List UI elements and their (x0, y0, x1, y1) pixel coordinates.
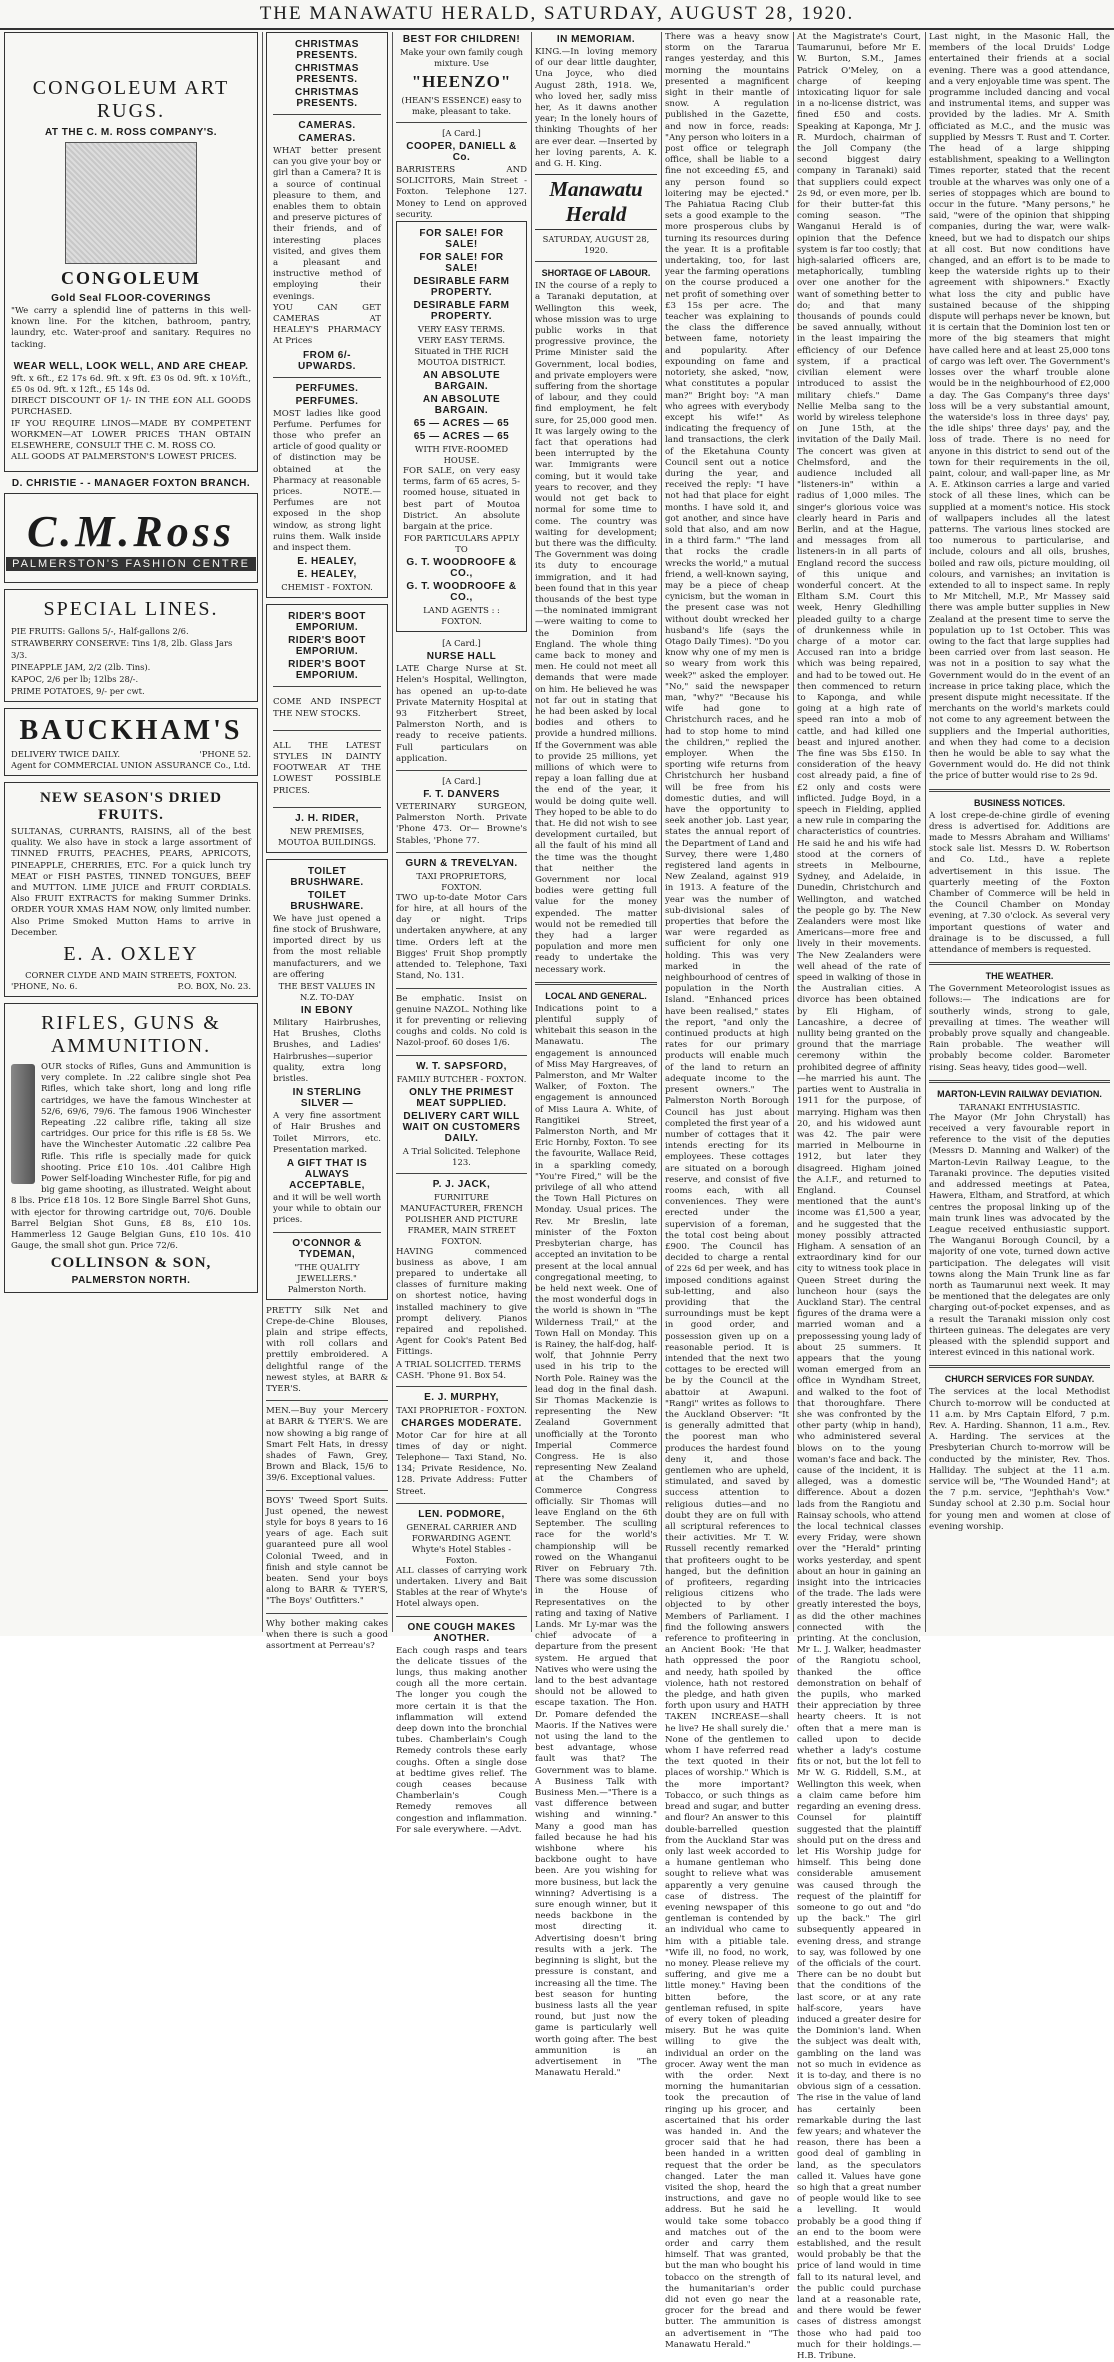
oxley-phone: 'PHONE, No. 6. (11, 981, 78, 992)
gurn-name: GURN & TREVELYAN. (405, 857, 518, 869)
sale-body: FOR SALE, on very easy terms, farm of 65 acres, 5-roomed house, situated in best part of Moutoa District. An absolute bargain at the price. (403, 466, 520, 533)
business-notices-heading: BUSINESS NOTICES. (973, 797, 1065, 808)
divider (273, 807, 381, 808)
marton-sub: TARANAKI ENTHUSIASTIC. (958, 1101, 1081, 1112)
divider (396, 122, 527, 123)
bargain-heading: AN ABSOLUTE BARGAIN. (422, 370, 501, 393)
trial-line: A Trial Solicited. Telephone 123. (402, 1145, 521, 1167)
gurn-body: TWO up-to-date Motor Cars for hire, at all hours of the day or night. Trips undertaken anywhere, at any time. Orders left at the Bigges' Fruit Shop promptly attended to. Telephone, Taxi Stand, No. 131. (396, 892, 527, 982)
riders-heading: RIDER'S BOOT EMPORIUM. (288, 635, 366, 658)
marton-body: The Mayor (Mr John Chrystall) has received a very favourable report in reference to the visit of the deputies (Messrs D. Manning and Walker) of the Marton-Levin Railway League, to the Taranaki province. The deputies visited and addressed meetings at Patea, Hawera, Eltham, and Stratford, at which centres the proposal linking up of the main trunk lines was advocated by the League received enthusiastic support. The Wanganui Borough Council, by a majority of one vote, turned down active participation. The delegates will visit towns along the Main Trunk line as far north as Taumarunui next week. It may be mentioned that the delegates are only charging out-of-pocket expenses, and as a result the Taranaki mission only cost thirteen guineas. The delegates are very pleased with the splendid support and interest evinced in this national work. (929, 1112, 1110, 1359)
oxley-name: E. A. OXLEY (63, 943, 199, 966)
divider (273, 730, 381, 731)
divider (929, 962, 1110, 965)
rifle-illustration (11, 1064, 35, 1184)
masthead (0, 0, 1114, 30)
divider (396, 1055, 527, 1056)
danvers-name: F. T. DANVERS (423, 789, 500, 801)
divider (396, 988, 527, 989)
bauckham-name: BAUCKHAM'S (19, 715, 243, 746)
oconnor-sub: "THE QUALITY JEWELLERS." (294, 1261, 360, 1283)
local-news-continued: At the Magistrate's Court, Taumarunui, before Mr E. W. Burton, S.M., James Patrick O'Meley, on a charge of keeping intoxicating liquor for sale in a no-license district, was fined £50 and costs. Speaking at Kaponga, Mr J. R. Murdoch, chairman of the Joll Company (the second biggest dairy company in Taranaki) said that suppliers could expect 2s 9d, or even more, per lb. for their butter-fat this coming season. "The Wanganui Herald is of opinion that the Defence system is far too costly; that high-salaried officers are, metaphorically, tumbling over one another for the want of something better to do; and that many thousands of pounds could be saved annually, without in the least impairing the efficiency of our Defence system, if a practical civilian element were introduced to assist the military chiefs." Dame Nellie Melba sang to the world by wireless telephone on June 15th, at the invitation of the Daily Mail. The concert was given at Chelmsford, and the audience included all "listeners-in" within a radius of 1,000 miles. The singer's glorious voice was clearly heard in Paris and Berlin, and at the Hague, and messages from all listeners-in in all parts of England record the success of this unique and wonderful concert. At the Eltham S.M. Court this week, Henry Gledhilling pleaded guilty to a charge of drunkenness while in charge of a motor car. Accused ran into a bridge which was being repaired, and had to be towed out. He then commenced to return to Kaponga, and while going at a high rate of speed ran into a mob of cattle, and had killed one beast and injured another. The fine was 5bs £150. In consideration of the heavy cost already paid, a fine of £2 only and costs were inflicted. Judge Boyd, in a speech in Fielding, applied a new rule in comparing the characteristics of countries. He said he and his wife had stood at the corners of streets in Melbourne, Sydney, and Adelaide, in Dunedin, Christchurch and Wellington, and watched the people go by. The New Zealanders were most like Americans—more free and lively in their movements. The New Zealanders were well ahead of the rate of speed in walking of those in the Australian cities. A divorce has been obtained by Eli Higham, of Lancashire, a decree of nullity being granted on the ground that the marriage ceremony within the prohibited degree of affinity—he married his aunt. The parties went to Australia in 1911 for the purpose, of marrying. Higham was then 20, and his widowed aunt was 42. The pair were married in Melbourne in 1912, but later they disagreed. Higham joined the A.I.F., and returned to England. Counsel mentioned that the aunt's income was £1,500 a year, and he suggested that the money possibly attracted Higham. A sensation of an extraordinary kind for our city to witness took place in Queen Street during the luncheon hour (says the Auckland Star). The central figures of the drama were a married woman and a prepossessing young lady of about 25 summers. It appears that the young woman emerged from an office in Wyndham Street, and walked to the foot of that thoroughfare. There she was confronted by the other party (whip in hand), who administered several blows on to the young woman's face and back. The cause of the incident, it is alleged, was a domestic difference. About a dozen lads from the Rangiotu and Rainsay schools, who attend the local technical classes every Friday, were shown over the "Herald" printing works yesterday, and spent about an hour in gaining an insight into the intricacies of the trade. The lads were greatly interested the boys, as did the other machines connected with the printing. At the conclusion, Mr L. J. Walker, headmaster of the Rangiotu school, thanked the office demonstration on behalf of the pupils, who marked their appreciation by three hearty cheers. It is not often that a mere man is called upon to decide whether a lady's costume fits or not, but the lot fell to Mr W. G. Riddell, S.M., at Wellington this week, when a claim came before him regarding an evening dress. Counsel for plaintiff suggested that the plaintiff should put on the dress and let His Worship judge for himself. This being done considerable amusement was caused through the request of the plaintiff for someone to go out and "do up the back." The girl subsequently appeared in evening dress, and strange to say, was followed by one of the officials of the court. There can be no doubt but that the conditions of the last score, or at any rate half-score, years have induced a greater desire for the Dominion's land. When the subject was dealt with, gambling on the land was not so much in evidence as it is to-day, and there is no obvious sign of a cessation. The rise in the value of land has certainly been remarkable during the last few years; and whatever the reason, there has been a good deal of gambling in land, as the speculators called it. Values have gone so high that a great number of people would like to see a levelling. It would probably be a good thing if an end to the boom were established, and the result would probably be that the price of land would in time fall to its natural level, and the public could purchase land at a reasonable rate, and there would be fewer cases of distress amongst those who had paid too much for their holdings.—H.B. Tribune. (797, 32, 921, 2362)
bargain-heading: AN ABSOLUTE BARGAIN. (422, 394, 501, 417)
farm-sale-advert (396, 221, 527, 632)
kitchen-illustration (65, 142, 197, 264)
column-7 (929, 32, 1110, 1632)
perreau-notice: Why bother making cakes when there is such a good assortment at Perreau's? (266, 1618, 388, 1652)
manawatu-herald-masthead: Manawatu Herald (535, 174, 657, 230)
oxley-po: P.O. BOX, No. 23. (177, 981, 251, 992)
gurn-sub: TAXI PROPRIETORS, FOXTON. (416, 870, 507, 892)
rider-addr: NEW PREMISES, MOUTOA BUILDINGS. (278, 825, 376, 847)
divider (929, 1080, 1110, 1083)
special-item: PINEAPPLE JAM, 2/2 (2lb. Tins). (11, 662, 151, 672)
nurse-body: LATE Charge Nurse at St. Helen's Hospital, Wellington, has opened an up-to-date Private Maternity Hospital at 93 Fitzherbert Street, Palmerston North, and is ready to receive patients. Full particulars on application. (396, 664, 527, 764)
best-heading: BEST FOR CHILDREN! (402, 34, 521, 45)
oconnor-name: O'CONNOR & TYDEMAN, (292, 1237, 362, 1260)
dried-title: NEW SEASON'S DRIED FRUITS. (40, 790, 222, 823)
divider (266, 1400, 388, 1401)
perfumes-heading: PERFUMES. (295, 395, 359, 407)
cough-body: Each cough rasps and tears the delicate tissues of the lungs, thus making another cough all the more certain. The longer you cough the more certain it is that the inflammation will extend deep down into the bronchial tubes. Chamberlain's Cough Remedy controls these early coughs. Often a single dose at bedtime gives relief. The cough ceases because Chamberlain's Cough Remedy removes all congestion and inflammation. For sale everywhere. —Advt. (396, 1645, 527, 1835)
special-title: SPECIAL LINES. (43, 598, 219, 620)
gift-body: and it will be well worth your while to obtain our prices. (273, 1192, 381, 1226)
nurse-name: NURSE HALL (426, 651, 497, 663)
special-item: PRIME POTATOES, 9/- per cwt. (11, 686, 145, 696)
murphy-body: Motor Car for hire at all times of day or night. Telephone— Taxi Stand, No. 134; Private Residence, No. 128. Private Address: Futter Street. (396, 1430, 527, 1497)
congoleum-brand: CONGOLEUM (60, 268, 201, 288)
woodroofe-name: G. T. WOODROOFE & CO., (406, 581, 517, 604)
divider (273, 1232, 381, 1233)
nazol-notice: Be emphatic. Insist on genuine NAZOL. Nothing like it for preventing or relieving coughs and colds. No cold is Nazol-proof. 60 doses 1/6. (396, 993, 527, 1049)
column-rule (925, 32, 926, 1632)
bauckham-agent: Agent for COMMERCIAL UNION ASSURANCE Co., Ltd. (11, 760, 251, 770)
manager-line: D. CHRISTIE - - MANAGER FOXTON BRANCH. (11, 478, 251, 489)
cameras-heading: CAMERAS. (298, 120, 356, 131)
murphy-sub: TAXI PROPRIETOR - FOXTON. (396, 1404, 527, 1415)
memoriam-heading: IN MEMORIAM. (556, 34, 636, 45)
shortage-heading: SHORTAGE OF LABOUR. (541, 268, 651, 279)
local-body: Indications point to a plentiful supply of whitebait this season in the Manawatu. The engagement is announced of Miss May Hargreaves, of Palmerston, and Mr Walter Walker, of Foxton. The engagement is announced of Miss Laura A. White, of Rangitikei Street, Palmerston North, and Mr Eric Hornby, Foxton. To see the favourite, Wallace Reid, in a sparkling comedy, "You're Fired," will be the privilege of all who attend the Town Hall Pictures on Monday. Usual prices. The Rev. Mr Breslin, late minister of the Foxton Presbyterian charge, has accepted an invitation to be present at the local annual congregational meeting, to be held next week. One of the most wonderful dogs in the world is shown in "The Wilderness Trail," at the Town Hall on Monday. This is Rainey, the half-dog, half-wolf, that Johnnie Perry used in his trip to the North Pole. Rainey was the lead dog in the final dash. Sir Thomas Mackenzie is representing the New Zealand Government unofficially at the Toronto Imperial Commerce Congress. He is also representing New Zealand at the Chambers of Commerce Congress officially. Sir Thomas will leave England on the 6th September. The sculling race for the world's championship will be rowed on the Whanganui River on February 7th. There was some discussion in the House of Representatives on the rating and taxing of Native Lands. Mr Ly-mar was the chief advocate of a departure from the present system. He argued that Natives who were using the land to the best advantage should not be allowed to escape taxation. The Hon. Dr. Pomare defended the Maoris. If the Natives were not using the land to the best advantage, whose fault was that? The Government was to blame. A Business Talk with Business Men.—"There is a vast difference between wishing and winning." Many a good man has failed because he had his wishbone where his backbone ought to have been. Are you wishing for more business, but lack the winning? Advertising is a sure enough winner, but it needs backbone in the most directing it. Advertising doesn't bring results with a jerk. The beginning is slight, but the pressure is constant, and increasing all the time. The best season for hunting business lasts all the year round, but just now the game is particularly well worth going after. The best ammunition is an advertisement in "The Manawatu Herald." (535, 1003, 657, 2079)
desirable-heading: DESIRABLE FARM PROPERTY. (413, 276, 510, 299)
congoleum-advert (4, 32, 258, 472)
toilet-brushware-advert (266, 859, 388, 1300)
danvers-body: VETERINARY SURGEON, Palmerston North. Private 'Phone 473. Or— Browne's Stables, 'Phone 77. (396, 802, 527, 846)
divider (396, 852, 527, 853)
column-rule (661, 32, 662, 1632)
church-body: The services at the local Methodist Church to-morrow will be conducted at 11 a.m. by Mrs Captain Elford, 7 p.m. Rev. A. Harding. Shannon, 11 a.m., Rev. A. Harding. The services at the Presbyterian Church to-morrow will be conducted by the minister, Rev. Thos. Halliday. The subject at the 11 a.m. service will be, "The Wounded Hand"; at the 7 p.m. service, "Jephthah's Vow." Sunday school at 2.30 p.m. Social hour for young men and women at close of evening worship. (929, 1387, 1110, 1532)
bauckham-row (11, 749, 251, 760)
dried-body: SULTANAS, CURRANTS, RAISINS, all of the best quality. We also have in stock a large assortment of TINNED FRUITS, PEACHES, PEARS, APRICOTS, PINEAPPLE, CHERRIES, ETC. For a quick lunch try MEAT or FISH PASTES, TINNED TONGUES, BEEF and MUTTON. LIME JUICE and FRUIT CORDIALS. Also FRUIT EXTRACTS for making Summer Drinks. ORDER YOUR XMAS HAM NOW, only limited number. Also Prime Smoked Mutton Hams to arrive in December. (11, 827, 251, 938)
podmore-name: LEN. PODMORE, (418, 1508, 505, 1520)
congoleum-prices: 9ft. x 6ft., £2 17s 6d. 9ft. x 9ft. £3 0s 0d. 9ft. x 10½ft., £5 0s 0d. 9ft. x 12ft., £5 14s 0d. (11, 373, 251, 396)
ebony-body: Military Hairbrushes, Hat Brushes, Cloths Brushes, and Ladies' Hairbrushes—superior quality, extra long bristles. (273, 1017, 381, 1084)
riders-body-1: COME AND INSPECT THE NEW STOCKS. (273, 697, 381, 719)
oxley-addr: CORNER CLYDE AND MAIN STREETS, FOXTON. (25, 970, 237, 981)
divider (396, 1616, 527, 1617)
best-sub: Make your own family cough mixture. Use (399, 47, 524, 68)
particulars-line: FOR PARTICULARS APPLY TO (403, 533, 520, 555)
toilet-best: THE BEST VALUES IN N.Z. TO-DAY (278, 980, 376, 1002)
christmas-heading: CHRISTMAS PRESENTS. (295, 39, 359, 61)
congoleum-lino: IF YOU REQUIRE LINOS—MADE BY COMPETENT WORKMEN—AT LOWER PRICES THAN OBTAIN ELSEWHERE, CONSULT THE C. M. ROSS CO. (11, 418, 251, 452)
cameras-body: WHAT better present can you give your boy or girl than a Camera? It is a source of continual pleasure to them, and enables them to obtain and preserve pictures of their friends, and of interesting places visited, and gives them a pleasant and instructive method of employing their evenings. (273, 146, 381, 302)
cooper-name: COOPER, DANIELL & Co. (406, 141, 517, 163)
divider (273, 114, 381, 115)
christmas-heading: CHRISTMAS PRESENTS. (295, 63, 359, 85)
special-item: KAPOC, 2/6 per lb; 12lbs 28/-. (11, 674, 139, 684)
special-lines-advert (4, 589, 258, 702)
weather-body: The Government Meteorologist issues as follows:— The indications are for southerly winds, strong to gale, prevailing at times. The weather will probably prove squally and changeable. Rain probable. The weather will probably become colder. Barometer rising. Seas heavy, tides good—well. (929, 984, 1110, 1073)
weather-heading: THE WEATHER. (985, 971, 1054, 982)
riders-body-2: ALL THE LATEST STYLES IN DAINTY FOOTWEAR AT THE LOWEST POSSIBLE PRICES. (273, 740, 381, 796)
riders-advert (266, 604, 388, 852)
card-label: [A Card.] (442, 128, 481, 138)
podmore-addr: Whyte's Hotel Stables - Foxton. (411, 1543, 512, 1565)
perfumes-body: MOST ladies like good Perfume. Perfumes for those who prefer an article of good quality or of distinction may be obtained at the Pharmacy at reasonable prices. NOTE.—Perfumes are not exposed in the shop window, as strong light ruins them. Walk inside and inspect them. (273, 408, 381, 554)
column-1 (4, 32, 258, 1632)
gift-heading: A GIFT THAT IS ALWAYS ACCEPTABLE, (286, 1157, 368, 1191)
forsale-heading: FOR SALE! FOR SALE! (419, 228, 504, 251)
charges-heading: CHARGES MODERATE. (401, 1417, 522, 1429)
land-agents: LAND AGENTS : : FOXTON. (423, 605, 500, 627)
jack-sub: FURNITURE MANUFACTURER, FRENCH POLISHER AND PICTURE FRAMER, MAIN STREET FOXTON. (400, 1191, 523, 1246)
primest-heading: ONLY THE PRIMEST MEAT SUPPLIED. (409, 1086, 514, 1109)
column-3 (396, 32, 527, 1835)
column-2 (266, 32, 388, 1652)
toilet-heading: TOILET BRUSHWARE. (290, 865, 364, 888)
jack-body: HAVING commenced business as above, I am prepared to undertake all classes of furniture making on shortest notice, having installed machinery to give prompt delivery. Pianos repaired and repolished. Agent for Cook's Patent Bed Fittings. (396, 1246, 527, 1358)
terms-line: VERY EASY TERMS. (417, 324, 506, 335)
column-5 (665, 32, 789, 2350)
card-label: [A Card.] (442, 638, 481, 649)
dried-fruits-advert (4, 782, 258, 997)
jack-name: P. J. JACK, (432, 1178, 491, 1190)
heenzo-sub: (HEAN'S ESSENCE) easy to make, pleasant to take. (401, 95, 522, 116)
barr-tyers-men: MEN.—Buy your Mercery at BARR & TYER'S. We are now showing a big range of Smart Felt Hats, in dressy shades of Fawn, Grey, Brown and Black, 15/6 to 39/6. Exceptional values. (266, 1406, 388, 1484)
cameras-buy: YOU CAN GET CAMERAS AT HEALEY'S PHARMACY At Prices (273, 302, 381, 347)
barr-tyers-boys: BOYS' Tweed Sport Suits. Just opened, the newest style for boys 8 years to 16 years of age. Each suit guaranteed pure all wool Colonial Tweed, and in finish and style cannot be beaten. Send your boys along to BARR & TYER'S, "The Boys' Outfitters." (266, 1495, 388, 1607)
divider (396, 1173, 527, 1174)
business-notices-body: A lost crepe-de-chine girdle of evening dress is advertised for. Additions are made to Messrs Abraham and Williams' stock sale list. Messrs D. W. Robertson and Co. Ltd., have a replete advertisement in this issue. The quarterly meeting of the Foxton Chamber of Commerce will be held in the Council Chamber on Monday evening, at 7.30 o'clock. As several very important questions of water and drainage is to be discussed, a full attendance of members is requested. (929, 810, 1110, 956)
local-news-continued: Last night, in the Masonic Hall, the members of the local Druids' Lodge entertained their friends at a social evening. There was a good attendance, and a very enjoyable time was spent. The programme included dancing and vocal and instrumental items, and supper was provided by the ladies. Mr A. Smith officiated as M.C., and the music was supplied by Messrs T. Rust and T. Corter. The head of a large shipping establishment, speaking to a Wellington Times reporter, stated that the recent trouble at the wharves was only one of a series of stoppages which are bound to occur in the future. "Many persons," he said, "were of the opinion that shipping companies, during the war, were walk-kneed, but we had to dispatch our ships at all cost. But now conditions have changed, and an effort is to be made to keep the waterside rights up to their agreement with shipowners." Exactly what loss the city and public have sustained because of the shipping dispute will perhaps never be known, but it is certain that the Dominion lost ten or more of the big steamers that might have called here and at least 25,000 tons of cargo was left over. The Government's losses over the wharf trouble alone would be in the neighbourhood of £2,000 a day. The Gas Company's three days' loss will be a very substantial amount, the waterside's loss in three days' pay, the idle ships' three days' pay, and the loss of trade. There is no need for anyone in this district to send out of the town for their requirements in the oil, paint, colour, and wall-paper line, as Mr A. E. Atkinson carries a large and varied stock of all these lines, which can be supplied at a moment's notice. His stock of wallpapers includes all the latest patterns. The various lines stocked are too numerous to particularise, and include, colours and all oils, brushes, boiled and raw oils, picture moulding, oil colours, and varnishes; an invitation is extended to all to inspect same. In reply to Mr Mitchell, M.P., Mr Massey said there was ample butter supplies in New Zealand at the present time to serve the population up to 1st October. This was owing to the fact that large supplies had been carried over from last season. He was not in a position to say what the Government would do in the event of an increase in price taking place, which the present dispute might necessitate. If the merchants on the world's markets could not come to any agreement between the suppliers and the Imperial authorities, and when they had come to a decision then he would be able to say what the Government would do. He did not think the price of butter would rise to 2s 9d. (929, 32, 1110, 782)
toilet-heading: TOILET BRUSHWARE. (290, 889, 364, 912)
congoleum-discount: DIRECT DISCOUNT OF 1/- IN THE £ON ALL GOODS PURCHASED. (11, 396, 251, 418)
desirable-heading: DESIRABLE FARM PROPERTY. (413, 300, 510, 323)
divider (396, 770, 527, 771)
divider (266, 1613, 388, 1614)
bauckham-phone: 'PHONE 52. (199, 749, 251, 759)
rider-name: J. H. RIDER, (295, 812, 359, 824)
silver-heading: IN STERLING SILVER — (292, 1087, 362, 1110)
divider (929, 1365, 1110, 1368)
riders-heading: RIDER'S BOOT EMPORIUM. (288, 611, 366, 634)
healey-name: E. HEALEY, (297, 569, 357, 581)
ross-name: C.M.Ross (26, 506, 236, 556)
sapsford-sub: FAMILY BUTCHER - FOXTON. (396, 1073, 527, 1084)
congoleum-all-goods: ALL GOODS AT PALMERSTON'S LOWEST PRICES. (11, 452, 237, 463)
column-rule (262, 32, 263, 1632)
divider (266, 1490, 388, 1491)
acres-line: 65 — ACRES — 65 (413, 431, 510, 443)
rifles-advert (4, 1003, 258, 1293)
situated-line: Situated in THE RICH MOUTOA DISTRICT. (414, 346, 509, 368)
sapsford-name: W. T. SAPSFORD, (416, 1060, 507, 1072)
rifles-body: OUR stocks of Rifles, Guns and Ammunition is very complete. In .22 calibre single shot Pea Rifles, which take short, long and long rifle cartridges, we have the famous Winchester at 52/6, 69/6, 79/6. The famous 1906 Winchester Repeating .22 calibre rifle, taking all size cartridges. Our price for this rifle is £8 5s. We have the Winchester Automatic .22 calibre Pea Rifle. This rifle is specially made for quick shooting. Price £10 10s. .401 Calibre High Power Self-loading Winchester Rifle, for pig and big game shooting, as illustrated. Weight about 8 lbs. Price £18 10s. 12 Bore Single Barrel Shot Guns, with ejector for throwing cartridge out, 70/6. Double Barrel Belgian Shot Guns, £8 8s, £10 10s. Hammerless 12 Gauge Belgian Guns, £10 10s. 410 Gauge, the small shot gun. Price 72/6. (11, 1062, 251, 1252)
divider (396, 1386, 527, 1387)
delivery-heading: DELIVERY CART WILL WAIT ON CUSTOMERS DAILY. (402, 1110, 521, 1144)
healey-advert (266, 32, 388, 598)
cough-heading: ONE COUGH MAKES ANOTHER. (407, 1621, 516, 1644)
congoleum-sub: AT THE C. M. ROSS COMPANY'S. (44, 127, 218, 138)
marton-heading: MARTON-LEVIN RAILWAY DEVIATION. (937, 1088, 1102, 1099)
column-6 (797, 32, 921, 2362)
divider (535, 261, 657, 262)
column-rule (531, 32, 532, 1632)
congoleum-title: CONGOLEUM ART RUGS. (32, 77, 230, 122)
barr-tyers-blouses: PRETTY Silk Net and Crepe-de-Chine Blouses, plain and stripe effects, with roll collars and prettily embroidered. A delightful range of the newest styles, at BARR & TYER'S. (266, 1305, 388, 1394)
bauckham-delivery: DELIVERY TWICE DAILY. (11, 749, 120, 759)
column-rule (392, 32, 393, 1632)
healey-name: E. HEALEY, (297, 556, 357, 568)
jack-terms: A TRIAL SOLICITED. TERMS CASH. 'Phone 91. Box 54. (396, 1358, 522, 1380)
christmas-heading: CHRISTMAS PRESENTS. (295, 87, 359, 109)
podmore-sub: GENERAL CARRIER AND FORWARDING AGENT. (406, 1521, 517, 1543)
oxley-row (11, 981, 251, 992)
local-heading: LOCAL AND GENERAL. (545, 990, 647, 1001)
podmore-body: ALL classes of carrying work undertaken. Livery and Bait Stables at the rear of Whyte's Hotel always open. (396, 1565, 527, 1610)
congoleum-brand-sub: Gold Seal FLOOR-COVERINGS (51, 293, 211, 304)
murphy-name: E. J. MURPHY, (424, 1391, 499, 1403)
divider (273, 686, 381, 687)
ross-band: PALMERSTON'S FASHION CENTRE (6, 557, 256, 571)
wear-well: WEAR WELL, LOOK WELL, AND ARE CHEAP. (13, 360, 249, 372)
ebony-heading: IN EBONY (300, 1004, 354, 1016)
bauckham-advert (4, 708, 258, 776)
local-news-continued: There was a heavy snow storm on the Tararua ranges yesterday, and this morning the mountains presented a magnificent sight in their mantle of snow. A regulation published in the Gazette, and now in force, reads: "Any person who loiters in a post office or telegraph office, shall be liable to a fine not exceeding £5, and any person found so loitering may be ejected." The Pahiatua Racing Club sets a good example to the more prosperous clubs by turning its resources during the year. It is a profitable undertaking, too, for last year the farming operations on the course produced a net profit of something over £3 15s per acre. The teacher was explaining to the class the difference between fame, notoriety and popularity. After expounding on fame and notoriety, she asked, "now, what constitutes a popular man?" Bright boy: "A man who agrees with everybody except his wife!" As indicating the frequency of land transactions, the clerk of the Eketahuna County Council sent out a notice during the year, and received the reply: "I have not had that place for eight months. I have sold it, and got another, and since have sold that also, and am now in a third farm." "The land that rocks the cradle wrecks the world," a mutual friend, a well-known saying, may be a piece of cheap cynicism, but the woman in the present case was not without doubt wrecked her husband's life (says the Otago Daily Times). "Do you know why one of my men is so weary from work this week?" asked the employer. "No," said the newspaper man, "why?" "Because his wife had gone to Christchurch races, and he had to stop home to mind the children," replied the employer. When the sporting wife returns from Christchurch her husband will be free from his domestic duties, and will have the opportunity to seek another job. Last year, states the annual report of the Department of Land and Survey, there were 1,480 registered land agents in New Zealand, against 919 in 1913. A feature of the year was the number of sub-divisional sales of properties that before the war were regarded as sufficient for only one holding. This was very marked in the neighbourhood of centres of population in the North Island. "Enhanced prices have been realised," states the report, "and only the continued products at high rates for our primary products will enable much of the land to return an adequate income to the present owners." The Palmerston North Borough Council has just about completed the first year of a number of cottages that it intends erecting for its employees. These cottages are situated on a borough reserve, and consist of five rooms each, with all conveniences. They were erected under the supervision of a foreman, the total cost being about £900. The Council has decided to charge a rental of 22s 6d per week, and has imposed conditions against sub-letting, and also providing that the surroundings must be kept in good order, and possession given up on a reasonable period. It is intended that the next two cottages to be erected will be by the Council at the abattoir at Awapuni. "Rangi" writes as follows to the Auckland Observer: "It is generally admitted that the poorest man who produces the hardest found deny it, and those gentlemen who are upheld, stimulated, and saved by success attention to religious duties—and no doubt they are on full with all scriptural references to their activities. Mr T. W. Russell recently remarked that profiteers ought to be hanged, but the definition of profiteers, regarding religious citizens who objected to by other Members of Parliament. I find the following answers reference to profiteering in an Ancient Book: 'He that hath oppressed the poor and needy, hath spoiled by violence, hath not restored the pledge, and hath given forth upon usury and HATH TAKEN INCREASE—shall he live? He shall surely die.' None of the gentlemen to whom I have referred read the text quoted in their places of worship." Which is the more important? Tobacco, or such things as bread and sugar, and butter and flour? An answer to this double-barrelled question from the Auckland Star was only last week accorded to a humane gentleman who sought to relieve what was apparently a very genuine case of distress. The evening newspaper of this gentleman is contended by an individual who came to him with a pitiable tale. "Wife ill, no food, no work, no money. Please relieve my suffering, and give me a little money." Having been bitten before, the gentleman refused, in spite of every token of pleading misery. But he was quite willing to give the individual an order on the grocer. Away went the man with the order. Next morning the humanitarian took the precaution of ringing up his grocer, and ascertained that his order was handed in. And the grocer said that he had been handed in a written request that the order be changed. Later the man visited the shop, heard the instructions, and gave no address. But he said he would take some tobacco and matches out of the order and carry them himself. That was granted, but the man who bought his tobacco on the strength of the humanitarian's order did not even go near the grocer for the bread and butter. The ammunition is an advertisement in "The Manawatu Herald." (665, 32, 789, 2350)
acres-line: 65 — ACRES — 65 (413, 418, 510, 430)
cameras-from: FROM 6/- UPWARDS. (298, 349, 356, 372)
collinson-addr: PALMERSTON NORTH. (71, 1275, 191, 1287)
special-item: PIE FRUITS: Gallons 5/-, Half-gallons 2/6. (11, 626, 189, 636)
congoleum-desc: "We carry a splendid line of patterns in this well-known line. For the kitchen, bathroom, pantry, laundry, etc. Water-proof and sanitary. Requires no tacking. (11, 306, 251, 350)
divider (396, 1503, 527, 1504)
rifles-title: RIFLES, GUNS & AMMUNITION. (41, 1012, 221, 1058)
forsale-heading: FOR SALE! FOR SALE! (419, 252, 504, 275)
memoriam-body: KING.—In loving memory of our dear little daughter, Una Joyce, who died August 28th, 1918. We, who loved her, sadly miss her, As it dawns another year; In the lonely hours of thinking Thoughts of her are ever dear. —Inserted by her loving parents, A. K. and G. H. King. (535, 47, 657, 170)
heenzo-name: "HEENZO" (411, 72, 512, 91)
woodroofe-name: G. T. WOODROOFE & CO., (406, 557, 517, 580)
perfumes-heading: PERFUMES. (295, 382, 359, 394)
cooper-body: BARRISTERS AND SOLICITORS, Main Street - Foxton. Telephone 127. Money to Lend on approved security. (396, 165, 527, 220)
terms-line: VERY EASY TERMS. (417, 335, 506, 346)
issue-date: SATURDAY, AUGUST 28, 1920. (542, 234, 650, 256)
silver-body: A very fine assortment of Hair Brushes and Toilet Mirrors, etc. Presentation marked. (273, 1111, 381, 1155)
divider (535, 982, 657, 985)
special-item: STRAWBERRY CONSERVE: Tins 1/8, 2lb. Glass Jars 3/3. (11, 638, 233, 660)
cameras-heading: CAMERAS. (298, 133, 356, 144)
toilet-body: We have just opened a fine stock of Brushware, imported direct by us from the most reliable manufacturers, and we are offering (273, 913, 381, 980)
riders-heading: RIDER'S BOOT EMPORIUM. (288, 659, 366, 682)
healey-trade: CHEMIST - FOXTON. (281, 582, 373, 593)
collinson-name: COLLINSON & SON, (50, 1255, 212, 1272)
oconnor-addr: Palmerston North. (287, 1283, 367, 1294)
house-line: WITH FIVE-ROOMED HOUSE. (414, 444, 509, 466)
masthead-title: THE MANAWATU HERALD, SATURDAY, AUGUST 28, 1920. (259, 3, 855, 24)
divider (273, 377, 381, 378)
church-heading: CHURCH SERVICES FOR SUNDAY. (944, 1374, 1095, 1385)
shortage-body: IN the course of a reply to a Taranaki deputation, at Wellington this week, whose mission was to urge public works in that progressive province, the Prime Minister said the Government, local bodies, and private employers were suffering from the shortage of labour, and they could find employment, he felt sure, for 25,000 good men. It was largely owing to the fact that operations had been interrupted by the war. Immigrants were coming, but it would take years to recover, and they would not get back to normal for some time to come. The country was waiting for development; but there was the difficulty. The Government was doing its duty to encourage immigration, and it had been found that in this year thousands of the best type—the nominated immigrant—were waiting to come to the Dominion from England. The whole thing came back to money and men. He could not meet all demands that were made on him. He believed he was not far out in stating that he had been asked by local bodies and others to provide a hundred millions. If the Government was able to provide 25 millions, yet millions of which were to repay a loan falling due at the end of the year, it would be doing quite well. They hoped to be able to do that. He did not wish to see development curtailed, but all the fault of his mind all the time was the thought that neither the Government nor local bodies were getting full value for the money expended. The matter would not be remedied till they had a larger population and more men ready to undertake the necessary work. (535, 281, 657, 975)
column-4 (535, 32, 657, 2079)
divider (929, 789, 1110, 792)
cm-ross-logo (4, 493, 258, 583)
card-label: [A Card.] (442, 776, 481, 787)
column-rule (793, 32, 794, 1632)
